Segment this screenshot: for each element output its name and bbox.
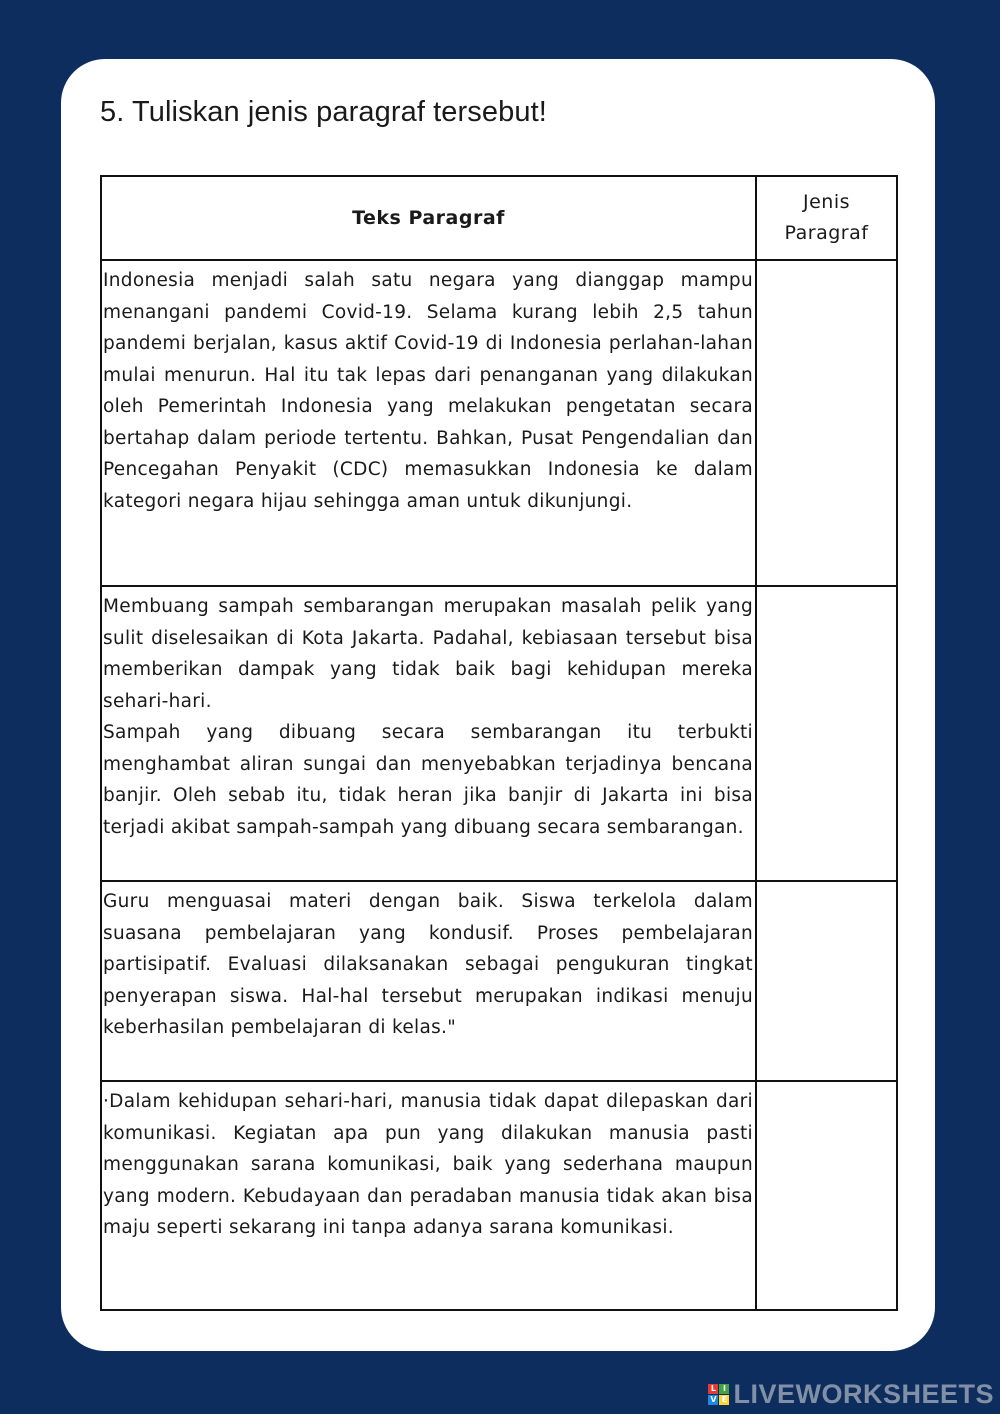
answer-cell-2[interactable] (757, 587, 896, 880)
table-row-4 (102, 1082, 896, 1309)
answer-cell-4[interactable] (757, 1082, 896, 1309)
question-title: 5. Tuliskan jenis paragraf tersebut! (100, 96, 547, 128)
header-jenis-paragraf (757, 177, 896, 259)
table-row-1 (102, 261, 896, 587)
paragraph-cell-3 (102, 882, 757, 1080)
paragraph-table (100, 175, 898, 1311)
table-row-2 (102, 587, 896, 882)
header-teks-paragraf-label: Teks Paragraf (352, 207, 505, 229)
header-jenis-line2: Paragraf (784, 222, 869, 244)
paragraph-cell-2 (102, 587, 757, 880)
paragraph-cell-1 (102, 261, 757, 585)
liveworksheets-logo-icon (708, 1384, 729, 1405)
paragraph-text-2a: Membuang sampah sembarangan merupakan masalah pelik yang sulit diselesaikan di Kota Jakarta. Padahal, kebiasaan tersebut bisa memberikan dampak yang tidak baik bagi kehidupan mereka sehari-hari. (103, 596, 753, 712)
logo-letter-l: L (708, 1384, 718, 1394)
header-jenis-line1: Jenis (802, 191, 850, 213)
paragraph-text-4: ·Dalam kehidupan sehari-hari, manusia tidak dapat dilepaskan dari komunikasi. Kegiatan apa pun yang dilakukan manusia pasti menggunakan sarana komunikasi, baik yang sederhana maupun yang modern. Kebudayaan dan peradaban manusia tidak akan bisa maju seperti sekarang ini tanpa adanya sarana komunikasi. (103, 1091, 753, 1238)
header-teks-paragraf (102, 177, 757, 259)
logo-letter-e: E (719, 1395, 729, 1405)
logo-letter-v: V (710, 1395, 717, 1404)
liveworksheets-watermark (708, 1379, 994, 1410)
paragraph-cell-4 (102, 1082, 757, 1309)
paragraph-text-2b: Sampah yang dibuang secara sembarangan itu terbukti menghambat aliran sungai dan menyebabkan terjadinya bencana banjir. Oleh sebab itu, tidak heran jika banjir di Jakarta ini bisa terjadi akibat sampah-sampah yang dibuang secara sembarangan. (103, 722, 753, 838)
table-header-row (102, 177, 896, 261)
paragraph-text-3: Guru menguasai materi dengan baik. Siswa terkelola dalam suasana pembelajaran yang kondusif. Proses pembelajaran partisipatif. Evaluasi dilaksanakan sebagai pengukuran tingkat penyerapan siswa. Hal-hal tersebut merupakan indikasi menuju keberhasilan pembelajaran di kelas." (103, 891, 753, 1038)
watermark-text: LIVEWORKSHEETS (733, 1379, 994, 1409)
answer-cell-3[interactable] (757, 882, 896, 1080)
table-row-3 (102, 882, 896, 1082)
answer-cell-1[interactable] (757, 261, 896, 585)
logo-letter-i: I (719, 1384, 729, 1394)
paragraph-text-1: Indonesia menjadi salah satu negara yang dianggap mampu menangani pandemi Covid-19. Selama kurang lebih 2,5 tahun pandemi berjalan, kasus aktif Covid-19 di Indonesia perlahan-lahan mulai menurun. Hal itu tak lepas dari penanganan yang dilakukan oleh Pemerintah Indonesia yang melakukan pengetatan secara bertahap dalam periode tertentu. Bahkan, Pusat Pengendalian dan Pencegahan Penyakit (CDC) memasukkan Indonesia ke dalam kategori negara hijau sehingga aman untuk dikunjungi. (103, 270, 753, 512)
